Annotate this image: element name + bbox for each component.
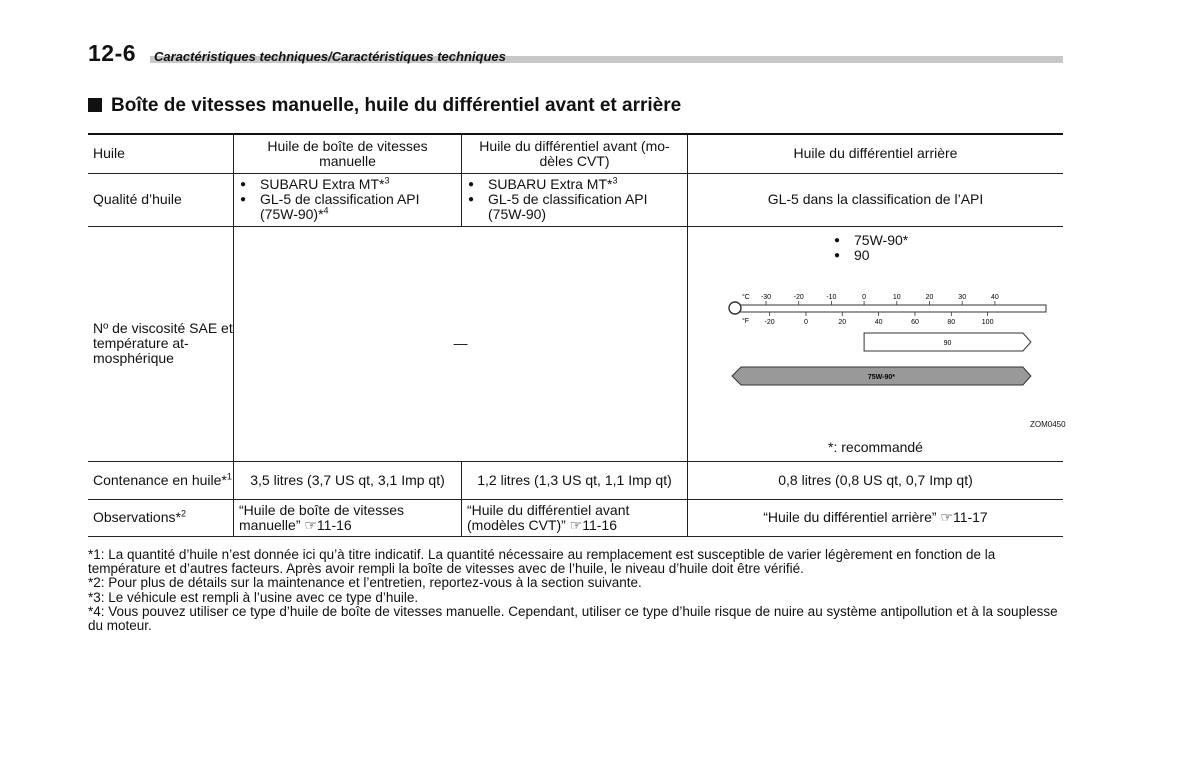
capacity-front-diff: 1,2 litres (1,3 US qt, 1,1 Imp qt) <box>462 461 688 499</box>
quality-rear-diff: GL-5 dans la classification de l’API <box>688 173 1064 226</box>
header-manual-gearbox-oil: Huile de boîte de vitesses manuelle <box>234 134 462 173</box>
oil-spec-table <box>88 133 1066 537</box>
capacity-label: Contenance en huile*$^1$ <box>88 461 234 499</box>
fahrenheit-ticks <box>765 312 994 326</box>
fahrenheit-tick-label: 0 <box>804 318 808 326</box>
viscosity-not-applicable: — <box>234 226 688 461</box>
capacity-manual-gearbox: 3,5 litres (3,7 US qt, 3,1 Imp qt) <box>234 461 462 499</box>
celsius-tick-label: -30 <box>760 293 772 301</box>
viscosity-grade-list <box>828 233 908 263</box>
fahrenheit-tick-label: 20 <box>838 318 847 326</box>
header-title: Caractéristiques techniques/Caractéristiques techniques <box>154 49 506 64</box>
table-row-quality <box>88 173 1063 226</box>
fahrenheit-tick-label: 40 <box>874 318 883 326</box>
table-row-capacity <box>88 461 1063 499</box>
table-row-observations <box>88 499 1063 536</box>
viscosity-temperature-chart <box>728 293 1058 403</box>
observations-manual-gearbox: “Huile de boîte de vitesses manuelle” ☞11-16 <box>234 499 462 536</box>
list-item: ● GL-5 de classification API (75W-90) <box>468 192 687 222</box>
celsius-tick-label: 20 <box>925 293 934 301</box>
page-number: 12-6 <box>88 40 137 66</box>
observations-label: Observations*$^2$ <box>88 499 234 536</box>
list-item: ● GL-5 de classification API (75W-90)*$^4$ <box>240 192 461 222</box>
footnote-1: *1: La quantité d’huile n’est donnée ici qu’à titre indicatif. La quantité nécessaire au remplacement est susceptible de varier légèrement en fonction de la température et d’autres facteurs. Après avoir rempli la boîte de vitesses avec de l’huile, le niveau d’huile doit être vérifié. <box>88 547 996 577</box>
fahrenheit-tick-label: 60 <box>911 318 919 326</box>
observations-rear-diff: “Huile du différentiel arrière” ☞11-17 <box>688 499 1064 536</box>
fahrenheit-tick-label: 100 <box>981 318 994 326</box>
table-row-viscosity <box>88 226 1063 461</box>
quality-manual-gearbox <box>234 173 462 226</box>
celsius-tick-label: 30 <box>958 293 967 301</box>
grade-75w90-label: 75W-90* <box>867 373 896 381</box>
section-title <box>88 95 681 117</box>
celsius-tick-label: -20 <box>793 293 804 301</box>
table-header-row <box>88 134 1063 173</box>
observations-front-diff: “Huile du différentiel avant (modèles CVT)” ☞11-16 <box>462 499 688 536</box>
capacity-rear-diff: 0,8 litres (0,8 US qt, 0,7 Imp qt) <box>688 461 1064 499</box>
thermometer-tube <box>734 305 1046 312</box>
recommended-note: *: recommandé <box>828 438 923 455</box>
list-item: ● SUBARU Extra MT*$^3$ <box>240 177 461 192</box>
quality-label: Qualité d’huile <box>88 173 234 226</box>
viscosity-rear-diff <box>688 226 1064 461</box>
header-rear-diff-oil: Huile du différentiel arrière <box>688 134 1064 173</box>
square-bullet-icon <box>88 98 102 112</box>
celsius-ticks <box>761 294 999 305</box>
list-item: ● 75W-90* <box>834 233 908 248</box>
footnote-3: *3: Le véhicule est rempli à l’usine avec ce type d’huile. <box>88 589 419 605</box>
celsius-label: °C <box>742 293 750 301</box>
footnote-4: *4: Vous pouvez utiliser ce type d’huile de boîte de vitesses manuelle. Cependant, utiliser ce type d’huile risque de nuire au système antipollution et à la souplesse du moteur. <box>88 603 1058 634</box>
celsius-tick-label: 10 <box>892 293 901 301</box>
fahrenheit-label: °F <box>742 317 750 325</box>
celsius-tick-label: 0 <box>862 293 867 301</box>
viscosity-label: Nº de viscosité SAE et température at-mosphérique <box>88 226 234 461</box>
footnote-2: *2: Pour plus de détails sur la maintenance et l’entretien, reportez-vous à la section suivante. <box>88 575 642 591</box>
celsius-tick-label: 40 <box>991 293 999 301</box>
figure-id: ZOM0450 <box>1030 419 1066 429</box>
list-item: ● SUBARU Extra MT*$^3$ <box>468 177 687 192</box>
footnotes <box>88 548 1066 633</box>
section-title-text: Boîte de vitesses manuelle, huile du différentiel avant et arrière <box>111 95 682 116</box>
grade-90-label: 90 <box>943 339 952 347</box>
celsius-tick-label: -10 <box>826 293 837 301</box>
page-header <box>88 40 1063 70</box>
header-front-diff-oil: Huile du différentiel avant (mo-dèles CVT) <box>462 134 688 173</box>
fahrenheit-tick-label: 80 <box>947 318 956 326</box>
fahrenheit-tick-label: -20 <box>764 318 775 326</box>
quality-front-diff <box>462 173 688 226</box>
header-oil: Huile <box>88 134 234 173</box>
list-item: ● 90 <box>834 248 908 263</box>
thermometer-bulb <box>729 302 741 314</box>
